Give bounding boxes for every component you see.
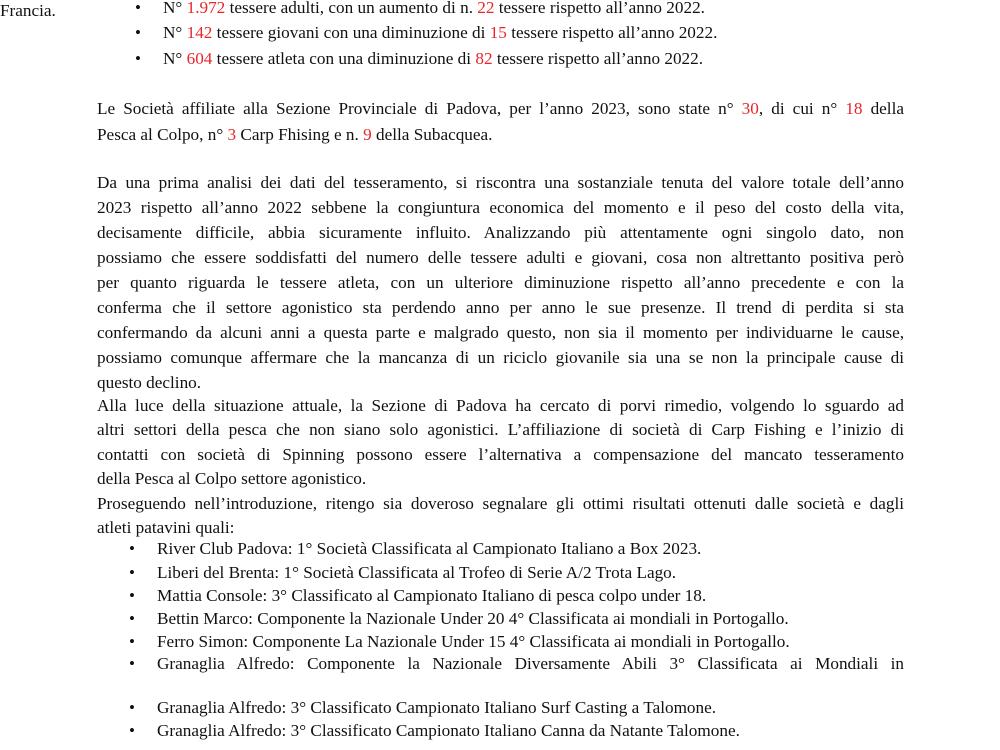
stat-value: 604 xyxy=(186,49,213,68)
analysis-line: confermando da alcuni anni a questa parte e malgrado questo, non sia il momento per individuarne le cause, xyxy=(97,323,904,342)
analysis-line: questo declino. xyxy=(97,373,202,392)
situation-line: Alla luce della situazione attuale, la Sezione di Padova ha cercato di porvi rimedio, volgendo lo sguardo ad xyxy=(97,396,904,415)
analysis-line: 2023 rispetto all’anno 2022 sebbene la congiuntura economica del momento e il peso del costo della vita, xyxy=(97,198,904,217)
analysis-line: per quanto riguarda le tessere atleta, con un ulteriore diminuzione rispetto all’anno precedente e con la xyxy=(97,273,904,292)
list-item: • Mattia Console: 3° Classificato al Campionato Italiano di pesca colpo under 18. xyxy=(157,585,706,607)
situation-line: della Pesca al Colpo settore agonistico. xyxy=(97,469,367,488)
stat-prefix: N° xyxy=(163,49,187,68)
list-item xyxy=(163,0,705,19)
intro-line: Proseguendo nell’introduzione, ritengo sia doveroso segnalare gli ottimi risultati ottenuti dalle società e dagli xyxy=(97,494,904,513)
situation-line: altri settori della pesca che non siano solo agonistici. L’affiliazione di società di Carp Fishing e l’inizio di xyxy=(97,420,904,439)
stat-text: tessere giovani con una diminuzione di xyxy=(212,23,490,42)
list-item xyxy=(163,48,703,70)
stat-delta: 22 xyxy=(477,0,495,17)
intro-line: atleti patavini quali: xyxy=(97,518,235,537)
societies-colpo-count: 18 xyxy=(845,99,863,118)
societies-text: Le Società affiliate alla Sezione Provinciale di Padova, per l’anno 2023, sono state n° xyxy=(97,99,742,118)
stat-text: tessere atleta con una diminuzione di xyxy=(212,49,476,68)
list-item: • Granaglia Alfredo: 3° Classificato Campionato Italiano Canna da Natante Talomone. xyxy=(157,720,740,742)
societies-text: della xyxy=(862,99,904,118)
list-item: • Granaglia Alfredo: Componente la Nazionale Diversamente Abili 3° Classificata ai Mondiali in xyxy=(157,653,904,675)
societies-total: 30 xyxy=(741,99,759,118)
societies-text: , di cui n° xyxy=(758,99,846,118)
list-item: • Liberi del Brenta: 1° Società Classificata al Trofeo di Serie A/2 Trota Lago. xyxy=(157,562,676,584)
analysis-line: possiamo che essere soddisfatti del numero delle tessere adulti e giovani, cosa non altrettanto positiva però xyxy=(97,248,904,267)
societies-line-1 xyxy=(97,98,904,120)
stat-text: tessere rispetto all’anno 2022. xyxy=(494,0,705,17)
list-item: • Ferro Simon: Componente La Nazionale Under 15 4° Classificata ai mondiali in Portogallo. xyxy=(157,631,790,653)
stat-prefix: N° xyxy=(163,23,187,42)
stat-text: tessere rispetto all’anno 2022. xyxy=(492,49,704,68)
analysis-line: Da una prima analisi dei dati del tesseramento, si riscontra una sostanziale tenuta del valore totale dell’anno xyxy=(97,173,904,192)
list-item: • Bettin Marco: Componente la Nazionale Under 20 4° Classificata ai mondiali in Portogallo. xyxy=(157,608,789,630)
analysis-line: decisamente difficile, abbia sicuramente influito. Analizzando più attentamente ogni singolo dato, non xyxy=(97,223,904,242)
list-item: • Granaglia Alfredo: 3° Classificato Campionato Italiano Surf Casting a Talomone. xyxy=(157,697,716,719)
societies-line-2 xyxy=(97,124,904,146)
societies-sub-count: 9 xyxy=(363,125,372,144)
analysis-line: conferma che il settore agonistico sta perdendo anno per anno le sue presenze. Il trend di perdita si sta xyxy=(97,298,904,317)
stat-text: tessere adulti, con un aumento di n. xyxy=(225,0,478,17)
societies-text: Carp Fhising e n. xyxy=(236,125,364,144)
list-item xyxy=(163,22,717,44)
list-item-continuation: Francia. xyxy=(0,1,56,20)
stat-value: 1.972 xyxy=(186,0,226,17)
societies-text: della Subacquea. xyxy=(371,125,493,144)
list-item: • River Club Padova: 1° Società Classificata al Campionato Italiano a Box 2023. xyxy=(157,538,701,560)
stat-prefix: N° xyxy=(163,0,187,17)
stat-delta: 15 xyxy=(489,23,507,42)
analysis-line: possiamo comunque affermare che la mancanza di un riciclo giovanile sia una se non la principale cause di xyxy=(97,348,904,367)
societies-text: Pesca al Colpo, n° xyxy=(97,125,228,144)
stat-delta: 82 xyxy=(475,49,493,68)
stat-value: 142 xyxy=(186,23,213,42)
societies-carp-count: 3 xyxy=(227,125,237,144)
situation-line: contatti con società di Spinning possono essere l’alternativa a compensazione del mancato tesseramento xyxy=(97,445,904,464)
stat-text: tessere rispetto all’anno 2022. xyxy=(506,23,718,42)
